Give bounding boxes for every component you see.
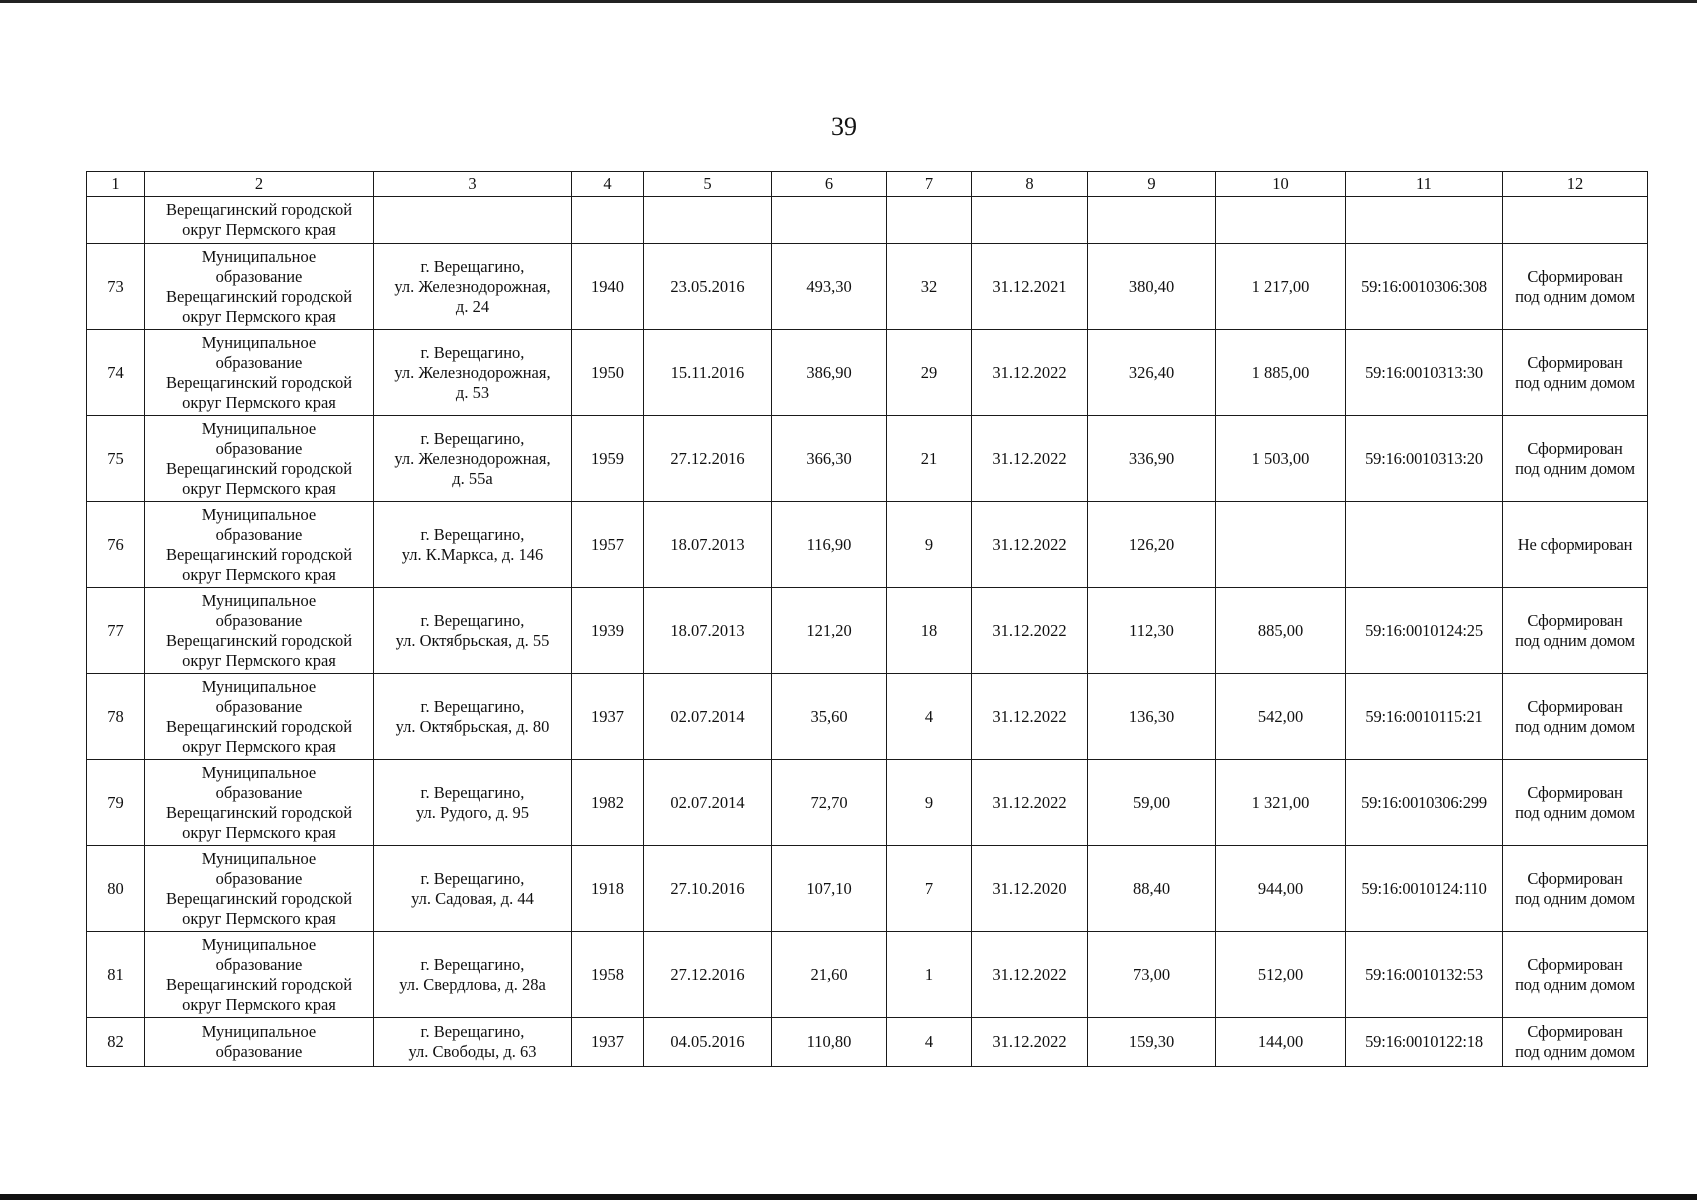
owner-cell: Муниципальное образование Верещагинский городской округ Пермского края [145,674,374,760]
year-cell: 1940 [572,244,644,330]
deadline-cell [972,197,1088,244]
residents-cell: 9 [887,502,972,588]
date-cell: 27.12.2016 [644,932,772,1018]
land-area-cell: 885,00 [1216,588,1346,674]
area-cell: 116,90 [772,502,887,588]
land-area-cell: 1 885,00 [1216,330,1346,416]
owner-cell: Муниципальное образование Верещагинский городской округ Пермского края [145,330,374,416]
column-header: 6 [772,172,887,197]
row-number-cell: 76 [87,502,145,588]
row-number-cell: 78 [87,674,145,760]
status-cell: Сформирован под одним домом [1503,760,1648,846]
status-cell: Сформирован под одним домом [1503,932,1648,1018]
date-cell: 02.07.2014 [644,760,772,846]
residents-cell: 18 [887,588,972,674]
status-cell: Сформирован под одним домом [1503,674,1648,760]
status-cell: Сформирован под одним домом [1503,1018,1648,1067]
row-number-cell: 75 [87,416,145,502]
year-cell: 1918 [572,846,644,932]
deadline-cell: 31.12.2022 [972,760,1088,846]
area-total-cell: 126,20 [1088,502,1216,588]
deadline-cell: 31.12.2022 [972,502,1088,588]
area-total-cell: 73,00 [1088,932,1216,1018]
cadastral-cell [1346,502,1503,588]
area-cell: 493,30 [772,244,887,330]
status-cell: Сформирован под одним домом [1503,416,1648,502]
row-number-cell: 73 [87,244,145,330]
column-header: 3 [374,172,572,197]
deadline-cell: 31.12.2020 [972,846,1088,932]
cadastral-cell: 59:16:0010313:20 [1346,416,1503,502]
year-cell: 1939 [572,588,644,674]
owner-cell: Верещагинский городской округ Пермского края [145,197,374,244]
column-header: 4 [572,172,644,197]
area-cell: 107,10 [772,846,887,932]
column-header: 9 [1088,172,1216,197]
area-cell: 386,90 [772,330,887,416]
cadastral-cell: 59:16:0010306:308 [1346,244,1503,330]
column-header: 12 [1503,172,1648,197]
date-cell: 02.07.2014 [644,674,772,760]
address-cell: г. Верещагино, ул. К.Маркса, д. 146 [374,502,572,588]
column-header: 10 [1216,172,1346,197]
column-header: 8 [972,172,1088,197]
table-row [87,502,1648,588]
land-area-cell: 144,00 [1216,1018,1346,1067]
table-row [87,588,1648,674]
table-row [87,760,1648,846]
cadastral-cell: 59:16:0010124:25 [1346,588,1503,674]
address-cell: г. Верещагино, ул. Рудого, д. 95 [374,760,572,846]
cadastral-cell [1346,197,1503,244]
row-number-cell: 81 [87,932,145,1018]
cadastral-cell: 59:16:0010306:299 [1346,760,1503,846]
deadline-cell: 31.12.2022 [972,932,1088,1018]
year-cell: 1937 [572,674,644,760]
deadline-cell: 31.12.2022 [972,588,1088,674]
area-total-cell: 88,40 [1088,846,1216,932]
status-cell [1503,197,1648,244]
area-total-cell: 159,30 [1088,1018,1216,1067]
address-cell: г. Верещагино, ул. Железнодорожная, д. 55а [374,416,572,502]
status-cell: Сформирован под одним домом [1503,846,1648,932]
year-cell: 1950 [572,330,644,416]
status-cell: Сформирован под одним домом [1503,330,1648,416]
owner-cell: Муниципальное образование Верещагинский городской округ Пермского края [145,588,374,674]
row-number-cell: 80 [87,846,145,932]
row-number-cell [87,197,145,244]
table-row [87,244,1648,330]
row-number-cell: 74 [87,330,145,416]
column-header: 1 [87,172,145,197]
date-cell [644,197,772,244]
residents-cell: 9 [887,760,972,846]
date-cell: 27.10.2016 [644,846,772,932]
table-row [87,1018,1648,1067]
area-total-cell: 112,30 [1088,588,1216,674]
date-cell: 04.05.2016 [644,1018,772,1067]
owner-cell: Муниципальное образование Верещагинский городской округ Пермского края [145,244,374,330]
deadline-cell: 31.12.2022 [972,674,1088,760]
cadastral-cell: 59:16:0010132:53 [1346,932,1503,1018]
land-area-cell: 1 217,00 [1216,244,1346,330]
land-area-cell [1216,502,1346,588]
table-row [87,330,1648,416]
residents-cell [887,197,972,244]
area-total-cell: 136,30 [1088,674,1216,760]
deadline-cell: 31.12.2022 [972,416,1088,502]
year-cell: 1957 [572,502,644,588]
area-cell: 72,70 [772,760,887,846]
area-cell: 121,20 [772,588,887,674]
land-area-cell: 1 321,00 [1216,760,1346,846]
deadline-cell: 31.12.2022 [972,330,1088,416]
page-number: 39 [831,112,857,141]
owner-cell: Муниципальное образование Верещагинский городской округ Пермского края [145,846,374,932]
cadastral-cell: 59:16:0010124:110 [1346,846,1503,932]
residents-cell: 1 [887,932,972,1018]
housing-registry-table [86,171,1648,1067]
row-number-cell: 79 [87,760,145,846]
residents-cell: 4 [887,674,972,760]
table-row [87,416,1648,502]
address-cell: г. Верещагино, ул. Октябрьская, д. 80 [374,674,572,760]
column-number-row [87,172,1648,197]
owner-cell: Муниципальное образование Верещагинский городской округ Пермского края [145,760,374,846]
area-cell: 110,80 [772,1018,887,1067]
column-header: 2 [145,172,374,197]
area-cell: 21,60 [772,932,887,1018]
area-total-cell: 59,00 [1088,760,1216,846]
year-cell: 1958 [572,932,644,1018]
area-total-cell: 380,40 [1088,244,1216,330]
residents-cell: 21 [887,416,972,502]
land-area-cell: 944,00 [1216,846,1346,932]
year-cell: 1937 [572,1018,644,1067]
row-number-cell: 77 [87,588,145,674]
address-cell [374,197,572,244]
area-total-cell: 336,90 [1088,416,1216,502]
address-cell: г. Верещагино, ул. Садовая, д. 44 [374,846,572,932]
land-area-cell: 542,00 [1216,674,1346,760]
area-cell [772,197,887,244]
owner-cell: Муниципальное образование [145,1018,374,1067]
owner-cell: Муниципальное образование Верещагинский городской округ Пермского края [145,932,374,1018]
date-cell: 27.12.2016 [644,416,772,502]
status-cell: Сформирован под одним домом [1503,588,1648,674]
column-header: 7 [887,172,972,197]
row-number-cell: 82 [87,1018,145,1067]
owner-cell: Муниципальное образование Верещагинский городской округ Пермского края [145,502,374,588]
column-header: 5 [644,172,772,197]
address-cell: г. Верещагино, ул. Железнодорожная, д. 53 [374,330,572,416]
area-total-cell [1088,197,1216,244]
area-cell: 366,30 [772,416,887,502]
area-total-cell: 326,40 [1088,330,1216,416]
date-cell: 18.07.2013 [644,588,772,674]
year-cell: 1982 [572,760,644,846]
status-cell: Не сформирован [1503,502,1648,588]
date-cell: 15.11.2016 [644,330,772,416]
deadline-cell: 31.12.2021 [972,244,1088,330]
column-header: 11 [1346,172,1503,197]
year-cell [572,197,644,244]
table-row [87,674,1648,760]
date-cell: 18.07.2013 [644,502,772,588]
residents-cell: 29 [887,330,972,416]
scan-edge-bottom [0,1194,1697,1200]
area-cell: 35,60 [772,674,887,760]
year-cell: 1959 [572,416,644,502]
address-cell: г. Верещагино, ул. Железнодорожная, д. 24 [374,244,572,330]
scan-edge-top [0,0,1697,3]
land-area-cell: 1 503,00 [1216,416,1346,502]
date-cell: 23.05.2016 [644,244,772,330]
owner-cell: Муниципальное образование Верещагинский городской округ Пермского края [145,416,374,502]
cadastral-cell: 59:16:0010115:21 [1346,674,1503,760]
cadastral-cell: 59:16:0010122:18 [1346,1018,1503,1067]
table-row [87,846,1648,932]
table-row [87,932,1648,1018]
address-cell: г. Верещагино, ул. Свердлова, д. 28а [374,932,572,1018]
deadline-cell: 31.12.2022 [972,1018,1088,1067]
address-cell: г. Верещагино, ул. Свободы, д. 63 [374,1018,572,1067]
continued-row [87,197,1648,244]
status-cell: Сформирован под одним домом [1503,244,1648,330]
land-area-cell: 512,00 [1216,932,1346,1018]
registry-rows [87,244,1648,1067]
residents-cell: 4 [887,1018,972,1067]
residents-cell: 32 [887,244,972,330]
residents-cell: 7 [887,846,972,932]
land-area-cell [1216,197,1346,244]
cadastral-cell: 59:16:0010313:30 [1346,330,1503,416]
address-cell: г. Верещагино, ул. Октябрьская, д. 55 [374,588,572,674]
